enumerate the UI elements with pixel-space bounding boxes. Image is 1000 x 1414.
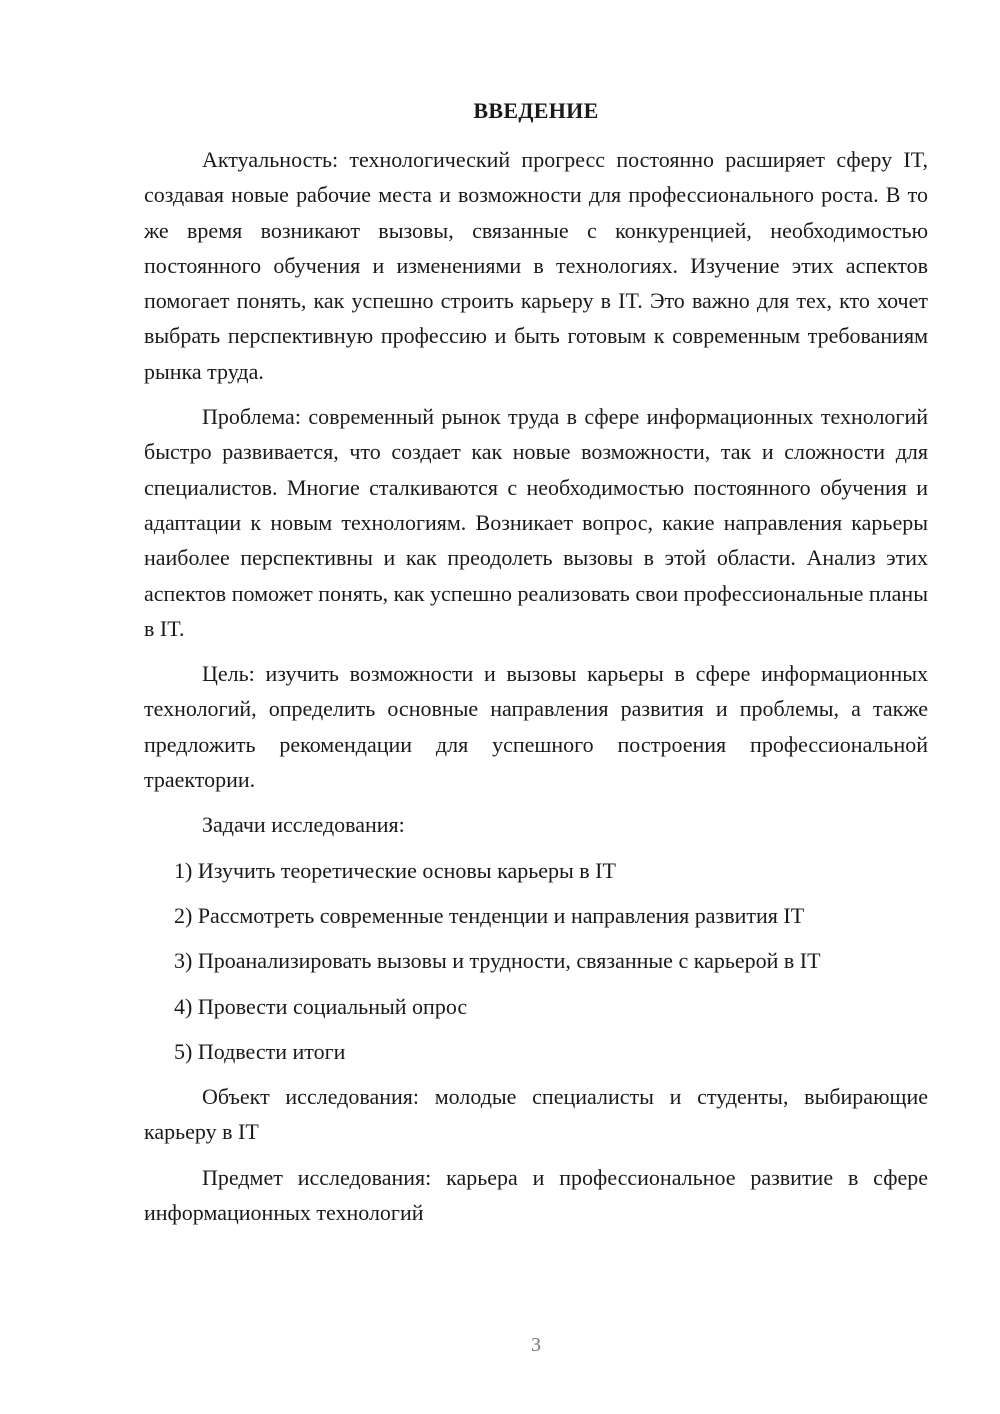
goal-paragraph: Цель: изучить возможности и вызовы карьеры в сфере информационных технологий, определить основные направления развития и проблемы, а также предложить рекомендации для успешного построения профессиональной траектории. <box>144 661 928 793</box>
task-item-1: 1) Изучить теоретические основы карьеры в IT <box>174 857 616 883</box>
task-item-2: 2) Рассмотреть современные тенденции и направления развития IT <box>174 902 805 928</box>
problem-paragraph: Проблема: современный рынок труда в сфере информационных технологий быстро развивается, что создает как новые возможности, так и сложности для специалистов. Многие сталкиваются с необходимостью постоянного обучения и адаптации к новым технологиям. Возникает вопрос, какие направления карьеры наиболее перспективны и как преодолеть вызовы в этой области. Анализ этих аспектов поможет понять, как успешно реализовать свои профессиональные планы в IT. <box>144 404 928 641</box>
task-item-5: 5) Подвести итоги <box>174 1038 346 1064</box>
page-number: 3 <box>531 1334 541 1356</box>
tasks-heading: Задачи исследования: <box>202 812 405 838</box>
page-body <box>144 142 928 1240</box>
task-item-3: 3) Проанализировать вызовы и трудности, связанные с карьерой в IT <box>174 948 821 974</box>
object-paragraph: Объект исследования: молодые специалисты и студенты, выбирающие карьеру в IT <box>144 1084 928 1145</box>
task-item-4: 4) Провести социальный опрос <box>174 993 468 1019</box>
relevance-paragraph: Актуальность: технологический прогресс постоянно расширяет сферу IT, создавая новые рабочие места и возможности для профессионального роста. В то же время возникают вызовы, связанные с конкуренцией, необходимостью постоянного обучения и изменениями в технологиях. Изучение этих аспектов помогает понять, как успешно строить карьеру в IT. Это важно для тех, кто хочет выбрать перспективную профессию и быть готовым к современным требованиям рынка труда. <box>144 147 928 384</box>
section-title: ВВЕДЕНИЕ <box>473 98 599 123</box>
subject-paragraph: Предмет исследования: карьера и профессиональное развитие в сфере информационных технологий <box>144 1164 928 1226</box>
